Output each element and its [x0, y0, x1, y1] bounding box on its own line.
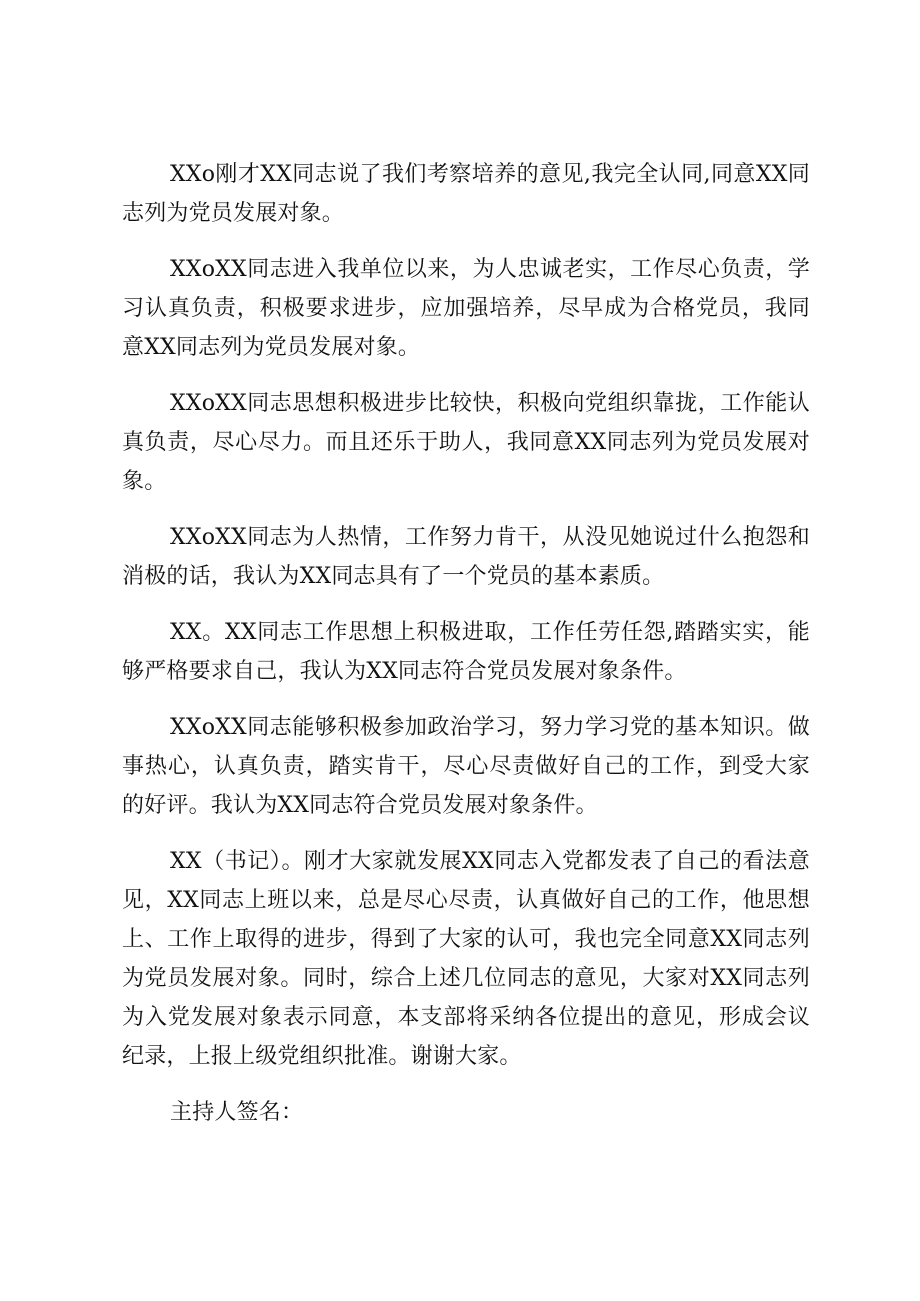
paragraph-3: XXoXX同志思想积极进步比较快，积极向党组织靠拢，工作能认真负责，尽心尽力。而且还乐于助人，我同意XX同志列为党员发展对象。 [122, 391, 810, 494]
document-body [122, 155, 810, 1132]
signature-label: 主持人签名： [170, 1100, 304, 1125]
paragraph-7: XX（书记）。刚才大家就发展XX同志入党都发表了自己的看法意见，XX同志上班以来，总是尽心尽责，认真做好自己的工作，他思想上、工作上取得的进步，得到了大家的认可，我也完全同意XX同志列为党员发展对象。同时，综合上述几位同志的意见，大家对XX同志列为入党发展对象表示同意，本支部将采纳各位提出的意见，形成会议纪录，上报上级党组织批准。谢谢大家。 [122, 849, 810, 1069]
paragraph-1: XXo刚才XX同志说了我们考察培养的意见,我完全认同,同意XX同志列为党员发展对象。 [122, 162, 810, 226]
paragraph-6: XXoXX同志能够积极参加政治学习，努力学习党的基本知识。做事热心，认真负责，踏实肯干，尽心尽责做好自己的工作，到受大家的好评。我认为XX同志符合党员发展对象条件。 [122, 715, 810, 818]
paragraph-4: XXoXX同志为人热情，工作努力肯干，从没见她说过什么抱怨和消极的话，我认为XX同志具有了一个党员的基本素质。 [122, 525, 810, 589]
paragraph-5: XX。XX同志工作思想上积极进取，工作任劳任怨,踏踏实实，能够严格要求自己，我认为XX同志符合党员发展对象条件。 [122, 620, 810, 684]
paragraph-2: XXoXX同志进入我单位以来，为人忠诚老实，工作尽心负责，学习认真负责，积极要求进步，应加强培养，尽早成为合格党员，我同意XX同志列为党员发展对象。 [122, 257, 810, 360]
